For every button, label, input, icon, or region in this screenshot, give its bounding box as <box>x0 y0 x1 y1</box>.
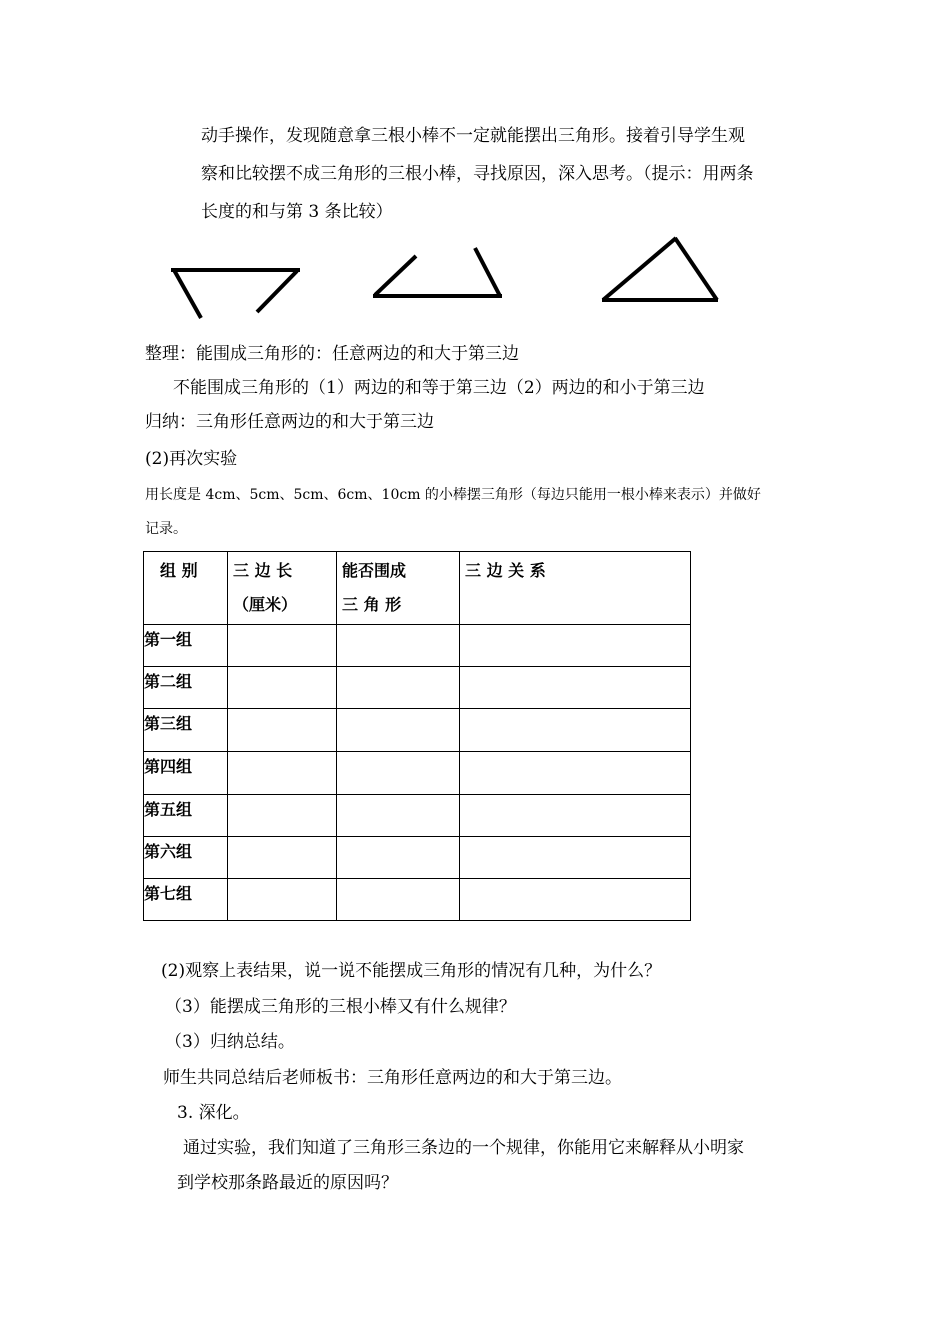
deepen-paragraph-1: 通过实验，我们知道了三角形三条边的一个规律，你能用它来解释从小明家 <box>183 1138 744 1158</box>
header-can-form: 能否围成 三 角 形 <box>337 552 460 625</box>
table-row <box>144 625 691 667</box>
deepen-paragraph-2: 到学校那条路最近的原因吗？ <box>177 1173 398 1193</box>
stick-right <box>257 271 297 312</box>
table-row <box>144 709 691 752</box>
row-label: 第二组 <box>144 672 193 691</box>
experiment-heading: (2)再次实验 <box>145 449 238 469</box>
summary-induce: 归纳：三角形任意两边的和大于第三边 <box>145 412 434 432</box>
cell-side-length[interactable] <box>228 752 337 795</box>
table-row <box>144 837 691 879</box>
deepen-heading: 3. 深化。 <box>177 1103 250 1123</box>
cell-relation[interactable] <box>460 879 691 921</box>
question-2: （3）能摆成三角形的三根小棒又有什么规律？ <box>165 997 516 1017</box>
cell-can-form[interactable] <box>337 879 460 921</box>
stick-left <box>375 256 416 295</box>
stick-figure-open-trapezoid <box>171 270 300 318</box>
cell-side-length[interactable] <box>228 709 337 752</box>
experiment-instruction-cont: 记录。 <box>145 521 187 537</box>
row-label: 第三组 <box>144 714 193 733</box>
row-label: 第六组 <box>144 842 193 861</box>
question-1: (2)观察上表结果，说一说不能摆成三角形的情况有几种，为什么？ <box>161 961 662 981</box>
experiment-instruction: 用长度是 4cm、5cm、5cm、6cm、10cm 的小棒摆三角形（每边只能用一根小棒来表示）并做好 <box>145 487 761 503</box>
cell-side-length[interactable] <box>228 795 337 837</box>
table-row <box>144 752 691 795</box>
intro-line-3: 长度的和与第 3 条比较） <box>201 202 393 222</box>
cell-can-form[interactable] <box>337 625 460 667</box>
summary-organize: 整理：能围成三角形的：任意两边的和大于第三边 <box>145 344 519 364</box>
stick-right <box>475 248 500 296</box>
row-label: 第四组 <box>144 757 193 776</box>
cell-can-form[interactable] <box>337 837 460 879</box>
table-row <box>144 667 691 709</box>
cell-side-length[interactable] <box>228 879 337 921</box>
stick-left <box>174 270 201 318</box>
intro-line-1: 动手操作，发现随意拿三根小棒不一定就能摆出三角形。接着引导学生观 <box>201 126 745 146</box>
header-side-length: 三 边 长 （厘米） <box>228 552 337 625</box>
cell-relation[interactable] <box>460 795 691 837</box>
stick-figure-triangle <box>602 238 718 300</box>
board-summary: 师生共同总结后老师板书：三角形任意两边的和大于第三边。 <box>163 1068 622 1088</box>
cell-can-form[interactable] <box>337 795 460 837</box>
intro-line-2: 察和比较摆不成三角形的三根小棒，寻找原因，深入思考。（提示：用两条 <box>201 164 754 184</box>
header-relation: 三 边 关 系 <box>460 552 691 625</box>
table-row <box>144 795 691 837</box>
header-group: 组 别 <box>144 552 228 625</box>
cell-relation[interactable] <box>460 625 691 667</box>
stick-left <box>603 238 676 300</box>
cell-can-form[interactable] <box>337 709 460 752</box>
row-label: 第七组 <box>144 884 193 903</box>
stick-figure-open-triangle <box>373 248 502 296</box>
summary-cannot: 不能围成三角形的（1）两边的和等于第三边（2）两边的和小于第三边 <box>173 378 705 398</box>
cell-relation[interactable] <box>460 837 691 879</box>
cell-relation[interactable] <box>460 709 691 752</box>
cell-relation[interactable] <box>460 752 691 795</box>
table-row <box>144 879 691 921</box>
cell-side-length[interactable] <box>228 625 337 667</box>
question-3: （3）归纳总结。 <box>165 1032 295 1052</box>
cell-can-form[interactable] <box>337 752 460 795</box>
stick-right <box>675 238 717 300</box>
stick-figures <box>0 0 950 340</box>
cell-side-length[interactable] <box>228 837 337 879</box>
row-label: 第五组 <box>144 800 193 819</box>
record-table <box>143 551 691 921</box>
cell-side-length[interactable] <box>228 667 337 709</box>
cell-relation[interactable] <box>460 667 691 709</box>
table-header-row <box>144 552 691 625</box>
cell-can-form[interactable] <box>337 667 460 709</box>
row-label: 第一组 <box>144 630 193 649</box>
